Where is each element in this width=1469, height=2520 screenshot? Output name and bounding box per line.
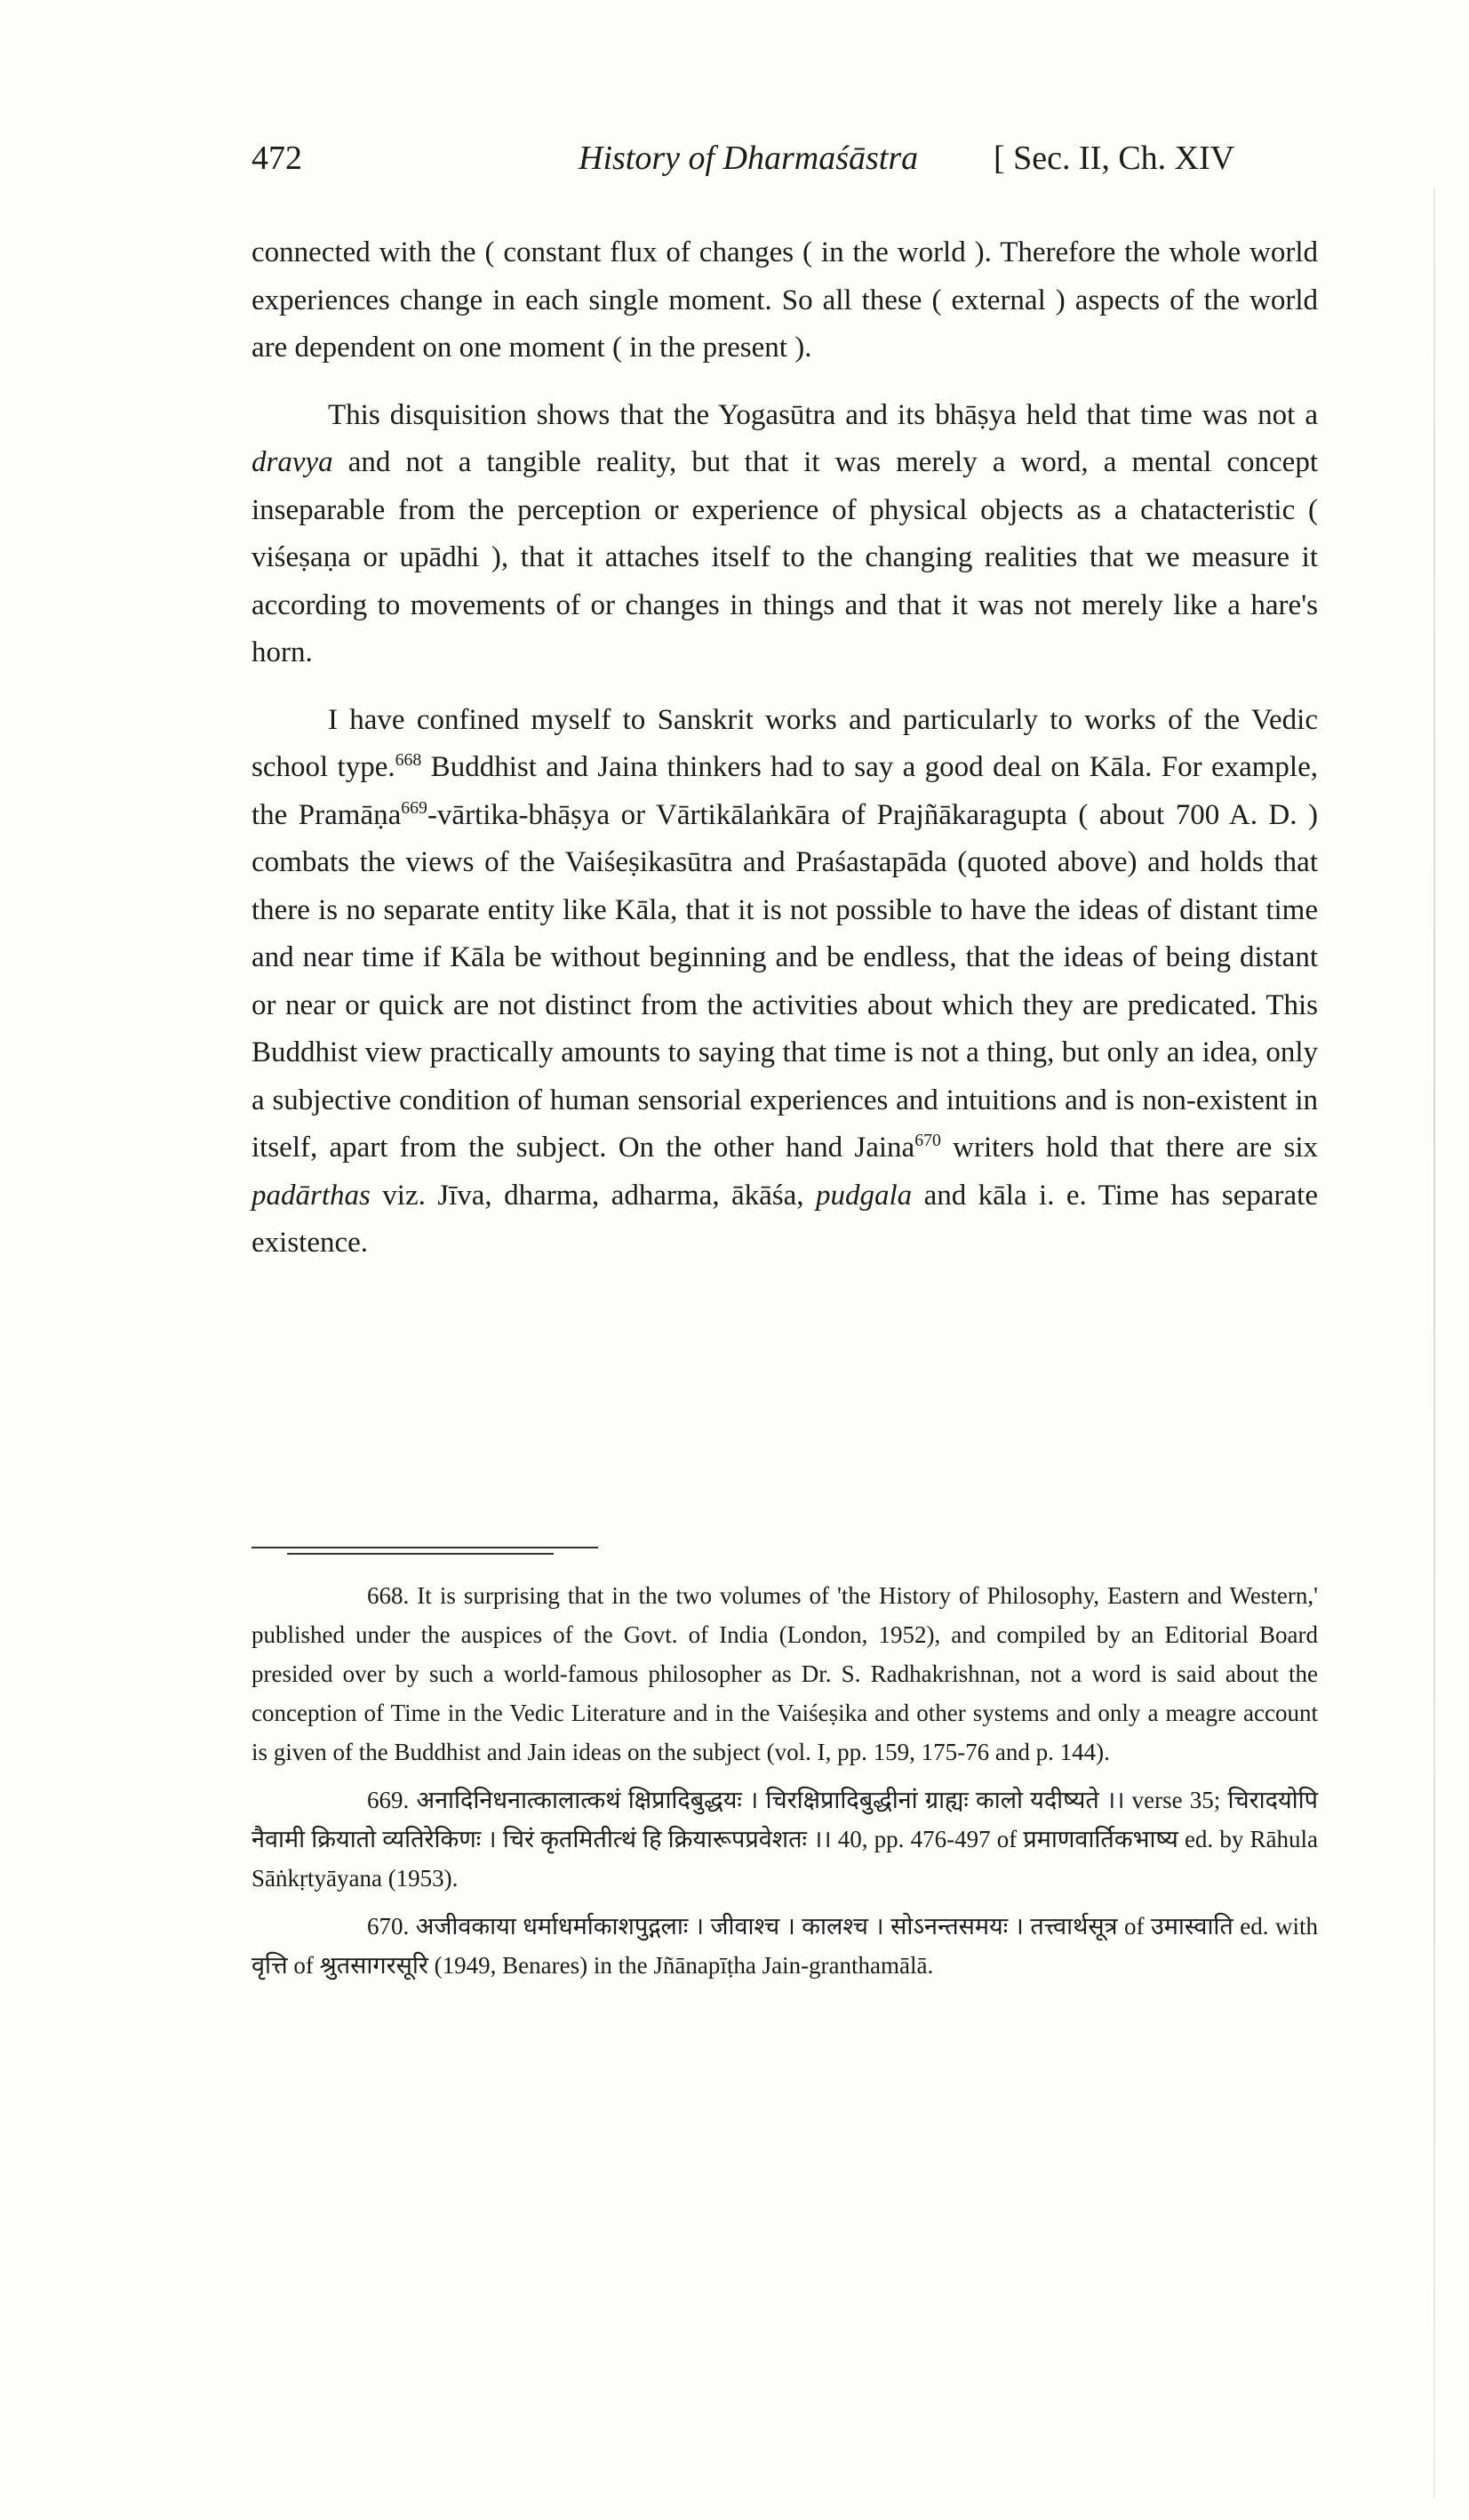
footnote-ref-669: 669 [401, 797, 427, 818]
paragraph-3-text-e: viz. Jīva, dharma, adharma, ākāśa, [370, 1179, 816, 1212]
footnote-670: 670. अजीवकाया धर्माधर्माकाशपुद्गलाः । जीवाश्च । कालश्च । सोऽनन्तसमयः । तत्त्वार्थसूत्र of उमास्वाति ed. with वृत्ति of श्रुतसागरसूरि (1949, Benares) in the Jñānapīṭha Jain-granthamālā. [251, 1913, 1318, 1979]
paragraph-2-text-a: This disquisition shows that the Yogasūtra and its bhāṣya held that time was not a [328, 398, 1318, 431]
paragraph-2 [251, 392, 1318, 677]
body-text [251, 229, 1318, 1268]
footnote-ref-668: 668 [395, 750, 422, 770]
section-reference: [ Sec. II, Ch. XIV [994, 140, 1235, 177]
paragraph-3-text-f: and kāla i. e. Time has separate existence. [251, 1179, 1318, 1259]
paragraph-3-text-c: -vārtika-bhāṣya or Vārtikālaṅkāra of Prajñākaragupta ( about 700 A. D. ) combats the views of the Vaiśeṣikasūtra and Praśastapāda (quoted above) and holds that there is no separate entity like Kāla, that it is not possible to have the ideas of distant time and near time if Kāla be without beginning and be endless, that the ideas of being distant or near or quick are not distinct from the activities about which they are predicated. This Buddhist view practically amounts to saying that time is not a thing, but only an idea, only a subjective condition of human sensorial experiences and intuitions and is non-existent in itself, apart from the subject. On the other hand Jaina [251, 798, 1318, 1164]
footnote-rule-line [287, 1553, 554, 1555]
page-header [251, 135, 1318, 188]
paragraph-3-italic-pudgala: pudgala [815, 1179, 913, 1212]
page-number: 472 [251, 140, 302, 177]
footnote-rule-line [251, 1547, 598, 1548]
paragraph-2-text-b: and not a tangible reality, but that it was merely a word, a mental concept inseparable from the perception or experience of physical objects as a chatacteristic ( viśeṣaṇa or upādhi ), that it attaches itself to the changing realities that we measure it according to movements of or changes in things and that it was not merely like a hare's horn. [251, 446, 1318, 668]
running-title: History of Dharmaśāstra [579, 140, 919, 177]
footnote-668: 668. It is surprising that in the two volumes of 'the History of Philosophy, Eastern and Western,' published under the auspices of the Govt. of India (London, 1952), and compiled by an Editorial Board presided over by such a world-famous philosopher as Dr. S. Radhakrishnan, not a word is said about the conception of Time in the Vedic Literature and in the Vaiśeṣika and other systems and only a meagre account is given of the Buddhist and Jain ideas on the subject (vol. I, pp. 159, 175-76 and p. 144). [251, 1582, 1318, 1765]
paragraph-3-text-a: I have confined myself to Sanskrit works and particularly to works of the Vedic school type. [251, 703, 1318, 783]
paragraph-3 [251, 697, 1318, 1268]
footnotes [251, 1576, 1318, 1994]
paragraph-3-text-b: Buddhist and Jaina thinkers had to say a good deal on Kāla. For example, the Pramāṇa [251, 751, 1318, 831]
footnote-669: 669. अनादिनिधनात्कालात्कथं क्षिप्रादिबुद्धयः । चिरक्षिप्रादिबुद्धीनां ग्राह्यः कालो यदीष्यते ।। verse 35; चिरादयोपि नैवामी क्रियातो व्यतिरेकिणः । चिरं कृतमितीत्थं हि क्रियारूपप्रवेशतः ।। 40, pp. 476-497 of प्रमाणवार्तिकभाष्य ed. by Rāhula Sāṅkṛtyāyana (1953). [251, 1787, 1318, 1892]
paragraph-1: connected with the ( constant flux of changes ( in the world ). Therefore the whole world experiences change in each single moment. So all these ( external ) aspects of the world are dependent on one moment ( in the present ). [251, 236, 1318, 364]
paragraph-2-italic: dravya [251, 446, 333, 478]
footnote-separator [251, 1545, 598, 1559]
paragraph-3-italic-padarthas: padārthas [251, 1179, 371, 1212]
scan-edge-shadow [1433, 187, 1435, 2498]
footnote-ref-670: 670 [914, 1131, 941, 1150]
paragraph-3-text-d: writers hold that there are six [940, 1132, 1318, 1164]
